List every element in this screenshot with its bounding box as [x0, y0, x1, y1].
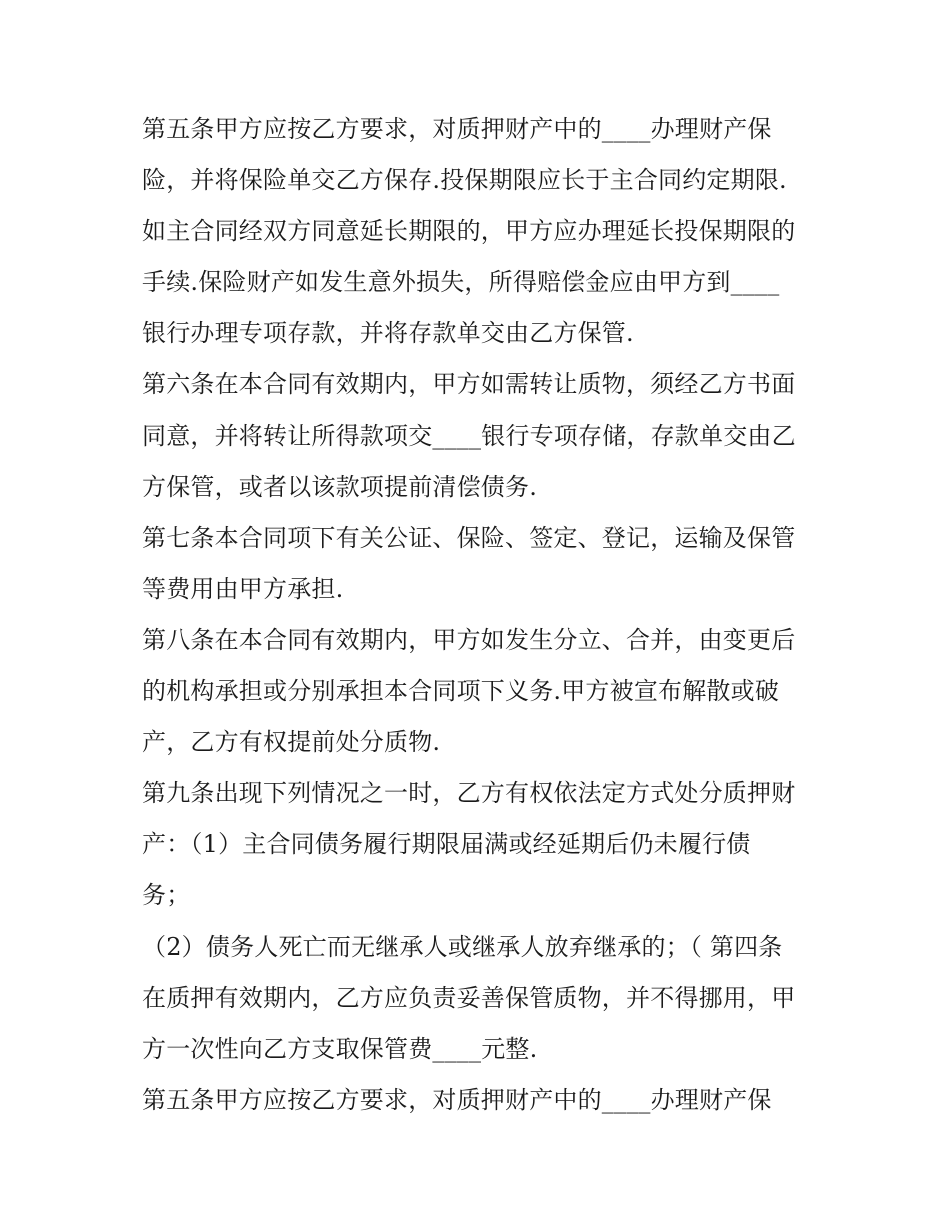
text-line-10: 等费用由甲方承担.	[142, 574, 344, 603]
text-line-2: 险，并将保险单交乙方保存.投保期限应长于主合同约定期限.	[142, 166, 787, 195]
text-line-1: 第五条甲方应按乙方要求，对质押财产中的____办理财产保	[142, 115, 772, 143]
text-line-19: 方一次性向乙方支取保管费____元整.	[142, 1034, 538, 1063]
text-line-4: 手续.保险财产如发生意外损失，所得赔偿金应由甲方到____	[142, 268, 780, 297]
text-line-14: 第九条出现下列情况之一时，乙方有权依法定方式处分质押财	[142, 779, 796, 808]
text-line-8: 方保管，或者以该款项提前清偿债务.	[142, 472, 538, 501]
text-line-13: 产，乙方有权提前处分质物.	[142, 728, 441, 757]
text-line-18: 在质押有效期内，乙方应负责妥善保管质物，并不得挪用，甲	[142, 983, 796, 1012]
text-line-15: 产：（1）主合同债务履行期限届满或经延期后仍未履行债	[142, 830, 751, 859]
document-page	[142, 104, 822, 1126]
text-line-20: 第五条甲方应按乙方要求，对质押财产中的____办理财产保	[142, 1085, 772, 1114]
text-line-7: 同意，并将转让所得款项交____银行专项存储，存款单交由乙	[142, 421, 796, 450]
text-line-16: 务；	[142, 881, 191, 910]
text-line-12: 的机构承担或分别承担本合同项下义务.甲方被宣布解散或破	[142, 677, 780, 706]
text-line-11: 第八条在本合同有效期内，甲方如发生分立、合并，由变更后	[142, 625, 796, 654]
text-line-3: 如主合同经双方同意延长期限的，甲方应办理延长投保期限的	[142, 217, 796, 246]
text-line-9: 第七条本合同项下有关公证、保险、签定、登记，运输及保管	[142, 523, 796, 552]
text-line-5: 银行办理专项存款，并将存款单交由乙方保管.	[142, 319, 634, 348]
text-line-6: 第六条在本合同有效期内，甲方如需转让质物，须经乙方书面	[142, 370, 796, 399]
text-line-17: （2）债务人死亡而无继承人或继承人放弃继承的；（ 第四条	[142, 932, 783, 961]
